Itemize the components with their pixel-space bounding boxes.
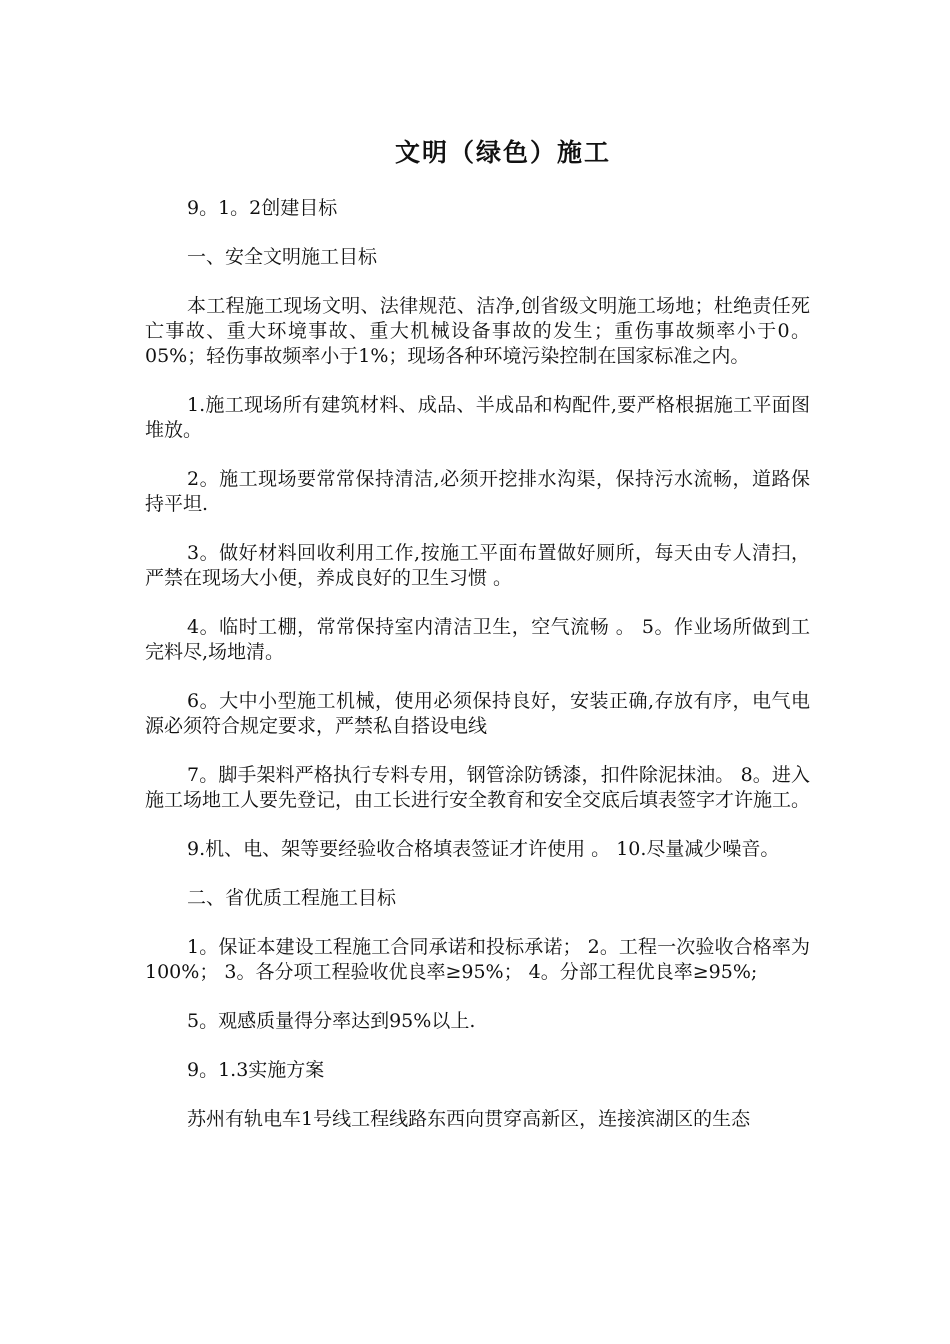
list-item: 5。观感质量得分率达到95%以上. [187, 1010, 476, 1032]
list-item: 6。大中小型施工机械，使用必须保持良好，安装正确,存放有序，电气电源必须符合规定要求，严禁私自搭设电线 [145, 690, 810, 737]
list-item: 3。做好材料回收利用工作,按施工平面布置做好厕所，每天由专人清扫，严禁在现场大小便，养成良好的卫生习惯 。 [145, 542, 810, 589]
document-body [145, 196, 810, 1156]
list-item: 1。保证本建设工程施工合同承诺和投标承诺； 2。工程一次验收合格率为100%； 3。各分项工程验收优良率≥95%； 4。分部工程优良率≥95%; [145, 936, 810, 983]
section-heading: 9。1.3实施方案 [187, 1059, 325, 1081]
document-title: 文明（绿色）施工 [394, 138, 611, 167]
section-heading: 9。1。2创建目标 [187, 197, 338, 219]
list-item: 7。脚手架料严格执行专料专用，钢管涂防锈漆，扣件除泥抹油。 8。进入施工场地工人要先登记，由工长进行安全教育和安全交底后填表签字才许施工。 [145, 764, 811, 811]
list-item: 2。施工现场要常常保持清洁,必须开挖排水沟渠，保持污水流畅，道路保持平坦. [145, 468, 810, 515]
list-item: 1.施工现场所有建筑材料、成品、半成品和构配件,要严格根据施工平面图堆放。 [145, 394, 810, 441]
subsection-heading: 二、省优质工程施工目标 [187, 887, 397, 909]
body-paragraph: 本工程施工现场文明、法律规范、洁净,创省级文明施工场地；杜绝责任死亡事故、重大环境事故、重大机械设备事故的发生；重伤事故频率小于0。05%；轻伤事故频率小于1%；现场各种环境污染控制在国家标准之内。 [145, 295, 810, 367]
list-item: 9.机、电、架等要经验收合格填表签证才许使用 。 10.尽量减少噪音。 [187, 838, 780, 860]
body-paragraph: 苏州有轨电车1号线工程线路东西向贯穿高新区，连接滨湖区的生态 [187, 1108, 751, 1130]
subsection-heading: 一、安全文明施工目标 [187, 246, 378, 268]
list-item: 4。临时工棚，常常保持室内清洁卫生，空气流畅 。 5。作业场所做到工完料尽,场地清。 [145, 616, 810, 663]
